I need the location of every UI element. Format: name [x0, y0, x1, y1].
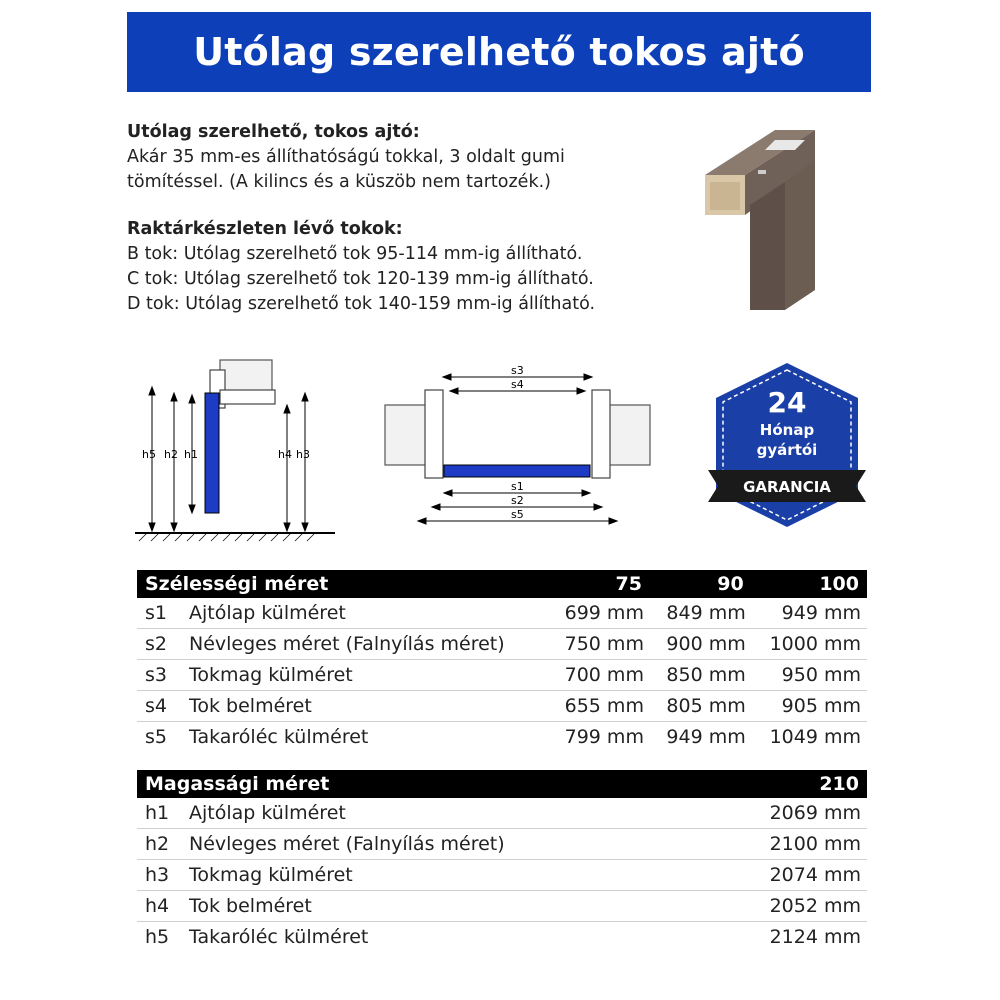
width-table-header	[137, 570, 867, 598]
row-value: 2100 mm	[703, 829, 867, 860]
row-label: Tok belméret	[183, 891, 703, 922]
stock-line: B tok: Utólag szerelhető tok 95-114 mm-ig állítható.	[127, 244, 583, 264]
h1-label: h1	[184, 448, 198, 461]
row-value: 949 mm	[666, 726, 746, 748]
row-value: 1049 mm	[769, 726, 861, 748]
table-row	[137, 798, 867, 829]
row-label: Tokmag külméret	[183, 860, 703, 891]
s3-label: s3	[511, 364, 524, 377]
stock-line: C tok: Utólag szerelhető tok 120-139 mm-ig állítható.	[127, 269, 594, 289]
row-label: Takaróléc külméret	[189, 926, 369, 948]
table-row	[137, 598, 867, 629]
s2-label: s2	[511, 494, 524, 507]
row-code: h1	[137, 798, 183, 829]
stock-line: D tok: Utólag szerelhető tok 140-159 mm-ig állítható.	[127, 294, 596, 314]
door-frame-illustration	[690, 120, 840, 310]
intro-heading: Utólag szerelhető, tokos ajtó:	[127, 122, 420, 142]
s4-label: s4	[511, 378, 524, 391]
h5-label: h5	[142, 448, 156, 461]
row-label: Tok belméret	[183, 691, 548, 722]
stock-heading: Raktárkészleten lévő tokok:	[127, 219, 403, 239]
table-row	[137, 891, 867, 922]
intro-line: Akár 35 mm-es állíthatóságú tokkal, 3 oldalt gumi	[127, 147, 565, 167]
row-label: Ajtólap külméret	[183, 598, 548, 629]
row-value: 2074 mm	[703, 860, 867, 891]
row-value: 1000 mm	[752, 629, 867, 660]
row-value: 799 mm	[564, 726, 644, 748]
row-value: 699 mm	[548, 598, 650, 629]
height-header: Magassági méret	[137, 770, 703, 798]
table-row	[137, 629, 867, 660]
badge-line2: gyártói	[756, 441, 818, 459]
row-value: 2069 mm	[703, 798, 867, 829]
height-section-diagram	[135, 355, 335, 545]
row-value: 905 mm	[752, 691, 867, 722]
h4-label: h4	[278, 448, 292, 461]
s5-label: s5	[511, 508, 524, 521]
row-code: h3	[137, 860, 183, 891]
row-code: s3	[137, 660, 183, 691]
row-code: h5	[145, 926, 170, 948]
h3-label: h3	[296, 448, 310, 461]
col-100: 100	[752, 570, 867, 598]
h2-label: h2	[164, 448, 178, 461]
s1-label: s1	[511, 480, 524, 493]
row-code: s2	[137, 629, 183, 660]
table-row	[137, 829, 867, 860]
badge-ribbon: GARANCIA	[743, 478, 831, 496]
intro-line: tömítéssel. (A kilincs és a küszöb nem tartozék.)	[127, 172, 551, 192]
row-value: 949 mm	[752, 598, 867, 629]
table-row	[137, 691, 867, 722]
guarantee-badge	[708, 360, 866, 530]
row-label: Tokmag külméret	[183, 660, 548, 691]
height-table-header	[137, 770, 867, 798]
row-value: 2124 mm	[769, 926, 861, 948]
row-value: 2052 mm	[703, 891, 867, 922]
width-plan-diagram	[380, 360, 655, 535]
page-title: Utólag szerelhető tokos ajtó	[127, 12, 871, 92]
row-label: Takaróléc külméret	[189, 726, 369, 748]
row-code: h2	[137, 829, 183, 860]
row-code: s5	[145, 726, 167, 748]
row-value: 849 mm	[650, 598, 752, 629]
row-value: 950 mm	[752, 660, 867, 691]
row-value: 655 mm	[548, 691, 650, 722]
row-value: 850 mm	[650, 660, 752, 691]
row-code: s4	[137, 691, 183, 722]
row-code: s1	[137, 598, 183, 629]
height-table	[137, 770, 867, 952]
width-header: Szélességi méret	[137, 570, 548, 598]
row-label: Ajtólap külméret	[183, 798, 703, 829]
row-value: 750 mm	[548, 629, 650, 660]
row-value: 700 mm	[548, 660, 650, 691]
col-90: 90	[650, 570, 752, 598]
row-label: Névleges méret (Falnyílás méret)	[183, 629, 548, 660]
intro-text	[127, 120, 687, 317]
col-75: 75	[548, 570, 650, 598]
badge-line1: Hónap	[759, 421, 815, 439]
col-210: 210	[703, 770, 867, 798]
table-row	[137, 722, 867, 753]
table-row	[137, 922, 867, 953]
table-row	[137, 660, 867, 691]
row-value: 900 mm	[650, 629, 752, 660]
row-value: 805 mm	[650, 691, 752, 722]
badge-number: 24	[767, 386, 807, 419]
row-label: Névleges méret (Falnyílás méret)	[183, 829, 703, 860]
table-row	[137, 860, 867, 891]
width-table	[137, 570, 867, 752]
row-code: h4	[137, 891, 183, 922]
